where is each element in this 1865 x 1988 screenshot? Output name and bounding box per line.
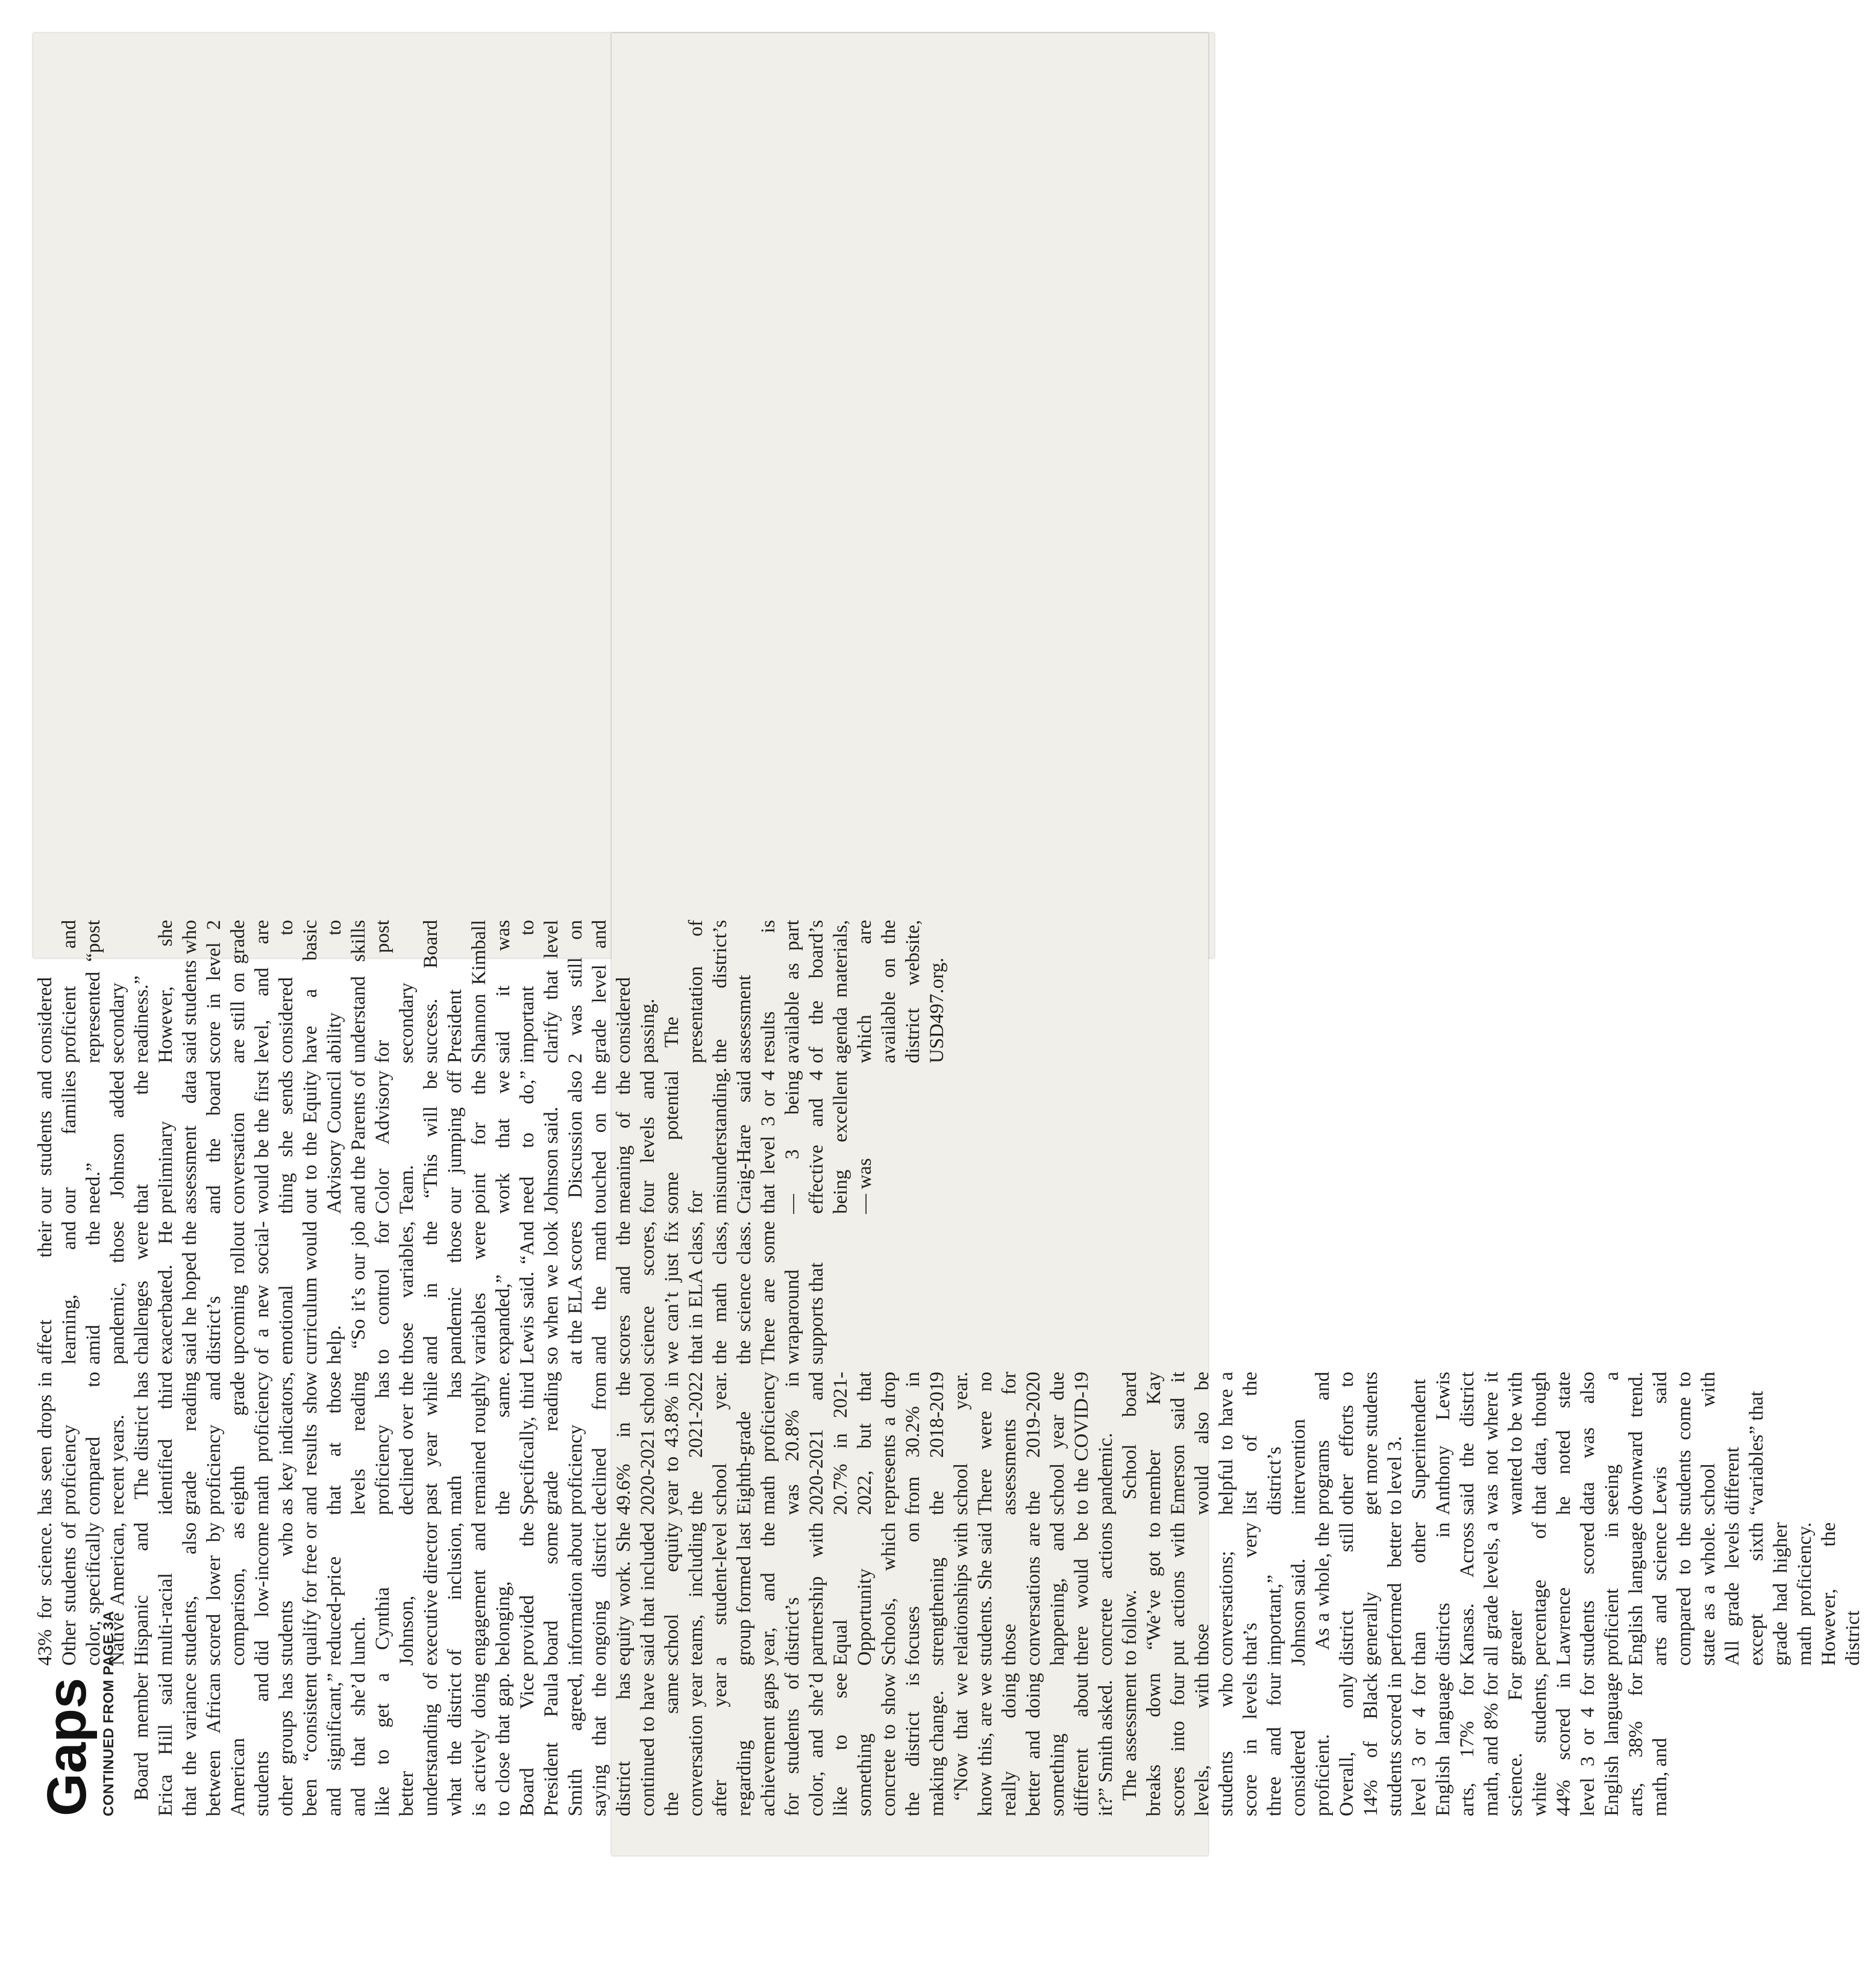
paragraph: The assessment breaks down scores into four levels, with students who score in levels three and four considered proficient. Overall, only 14% of Black students scored in level 3 or 4 for English language arts, 17% for math, and 8% for science. For white students, 44% scored in level 3 or 4 for English language arts, 38% for math, and (1119, 1673, 1671, 1816)
continued-from-label: CONTINUED FROM PAGE 3A (101, 1610, 117, 1816)
paragraph: The district has identified third grade reading proficiency and eighth grade math proficiency as key indicators, and results show that at those levels reading proficiency has declined over the past year while math has remained roughly the same. Specifically, third grade reading proficiency declined from 49.6% in the 2020-2021 school year to 43.8% in the 2021-2022 school year. Eighth-grade math proficiency was 20.8% in 2020-2021 and 20.7% in 2021-2022, but that represents a drop from 30.2% in the 2018-2019 school year. There were no assessments for the 2019-2020 school year due to the COVID-19 pandemic. (131, 1372, 1117, 1515)
paragraph: “Now that we know this, are we really doing better and doing something different about it?” Smith asked. (950, 1673, 1117, 1816)
paragraph: 43% for science. Other students of color, specifically Native American, Hispanic and multi-racial students, also scored lower by comparison, as did low-income students who qualify for free or reduced-price lunch. (34, 1522, 369, 1666)
paragraph: considered proficient and represented “post secondary readiness.” However, she said students who score in level 2 are still on grade level, and are considered to have a basic ability to understand skills for post secondary success. Board President Shannon Kimball said it was important to clarify that level 2 was still on grade level and considered passing. (34, 920, 659, 1063)
headline: Gaps (36, 1677, 98, 1816)
paragraph: “We’ve got to put actions with those conversations; that’s very important,” Johnson said. (1143, 1522, 1309, 1666)
paragraph: Discussion also touched on the meaning of the four levels and some potential for misunderstanding. Craig-Hare said that level 3 or 4 — 3 being effective and 4 being excellent — was (565, 1067, 876, 1214)
article-column-2 (33, 1522, 1864, 1666)
paragraph: Johnson added that the preliminary assessment data and the board conversation would be the first thing she sends out to the Equity Advisory Council and the Parents of Color Advisory Team. (107, 1071, 418, 1214)
paragraph: School board member Kay Emerson said it would also be helpful to have a list of the district’s intervention programs and other efforts to get more students to level 3. (1119, 1372, 1406, 1515)
paragraph: “This will be our jumping off point for the work that we need to do,” Johnson said. (420, 1071, 562, 1214)
paragraph: our students and our families need.” (34, 1071, 104, 1214)
article-column-3 (33, 1372, 1767, 1515)
rotated-newspaper-clipping (33, 33, 1864, 1858)
paragraph: “So it’s our job to control for those variables, and in the pandemic those variables were expanded,” Lewis said. “And so when we look at the ELA scores and the math scores and the science scores, we can’t just fix that in ELA class, the math class, the science class. There are some wraparound supports that (348, 1221, 827, 1364)
article-column-4 (33, 1221, 827, 1364)
article-column-6 (33, 920, 948, 1063)
paragraph: Cynthia Johnson, executive director of inclusion, engagement and belonging, provided the board some information about ongoing district equity work. She said that included school equity teams, including a student-level group formed last year, and the district’s partnership with Equal Opportunity Schools, which focuses on strengthening relationships with students. She said those conversations are happening, and there would be concrete actions to follow. (372, 1522, 1141, 1666)
article-column-5 (33, 1067, 876, 1214)
paragraph: affect their learning, and amid the pandemic, those challenges were exacerbated. He said he hoped the district’s upcoming rollout of a new social-emotional curriculum would help. (34, 1221, 345, 1364)
paragraph: has seen drops in proficiency compared to recent years. (34, 1372, 128, 1515)
paragraph: Superintendent Anthony Lewis said the district was not where it wanted to be with that data, though he noted state data was also seeing a downward trend. Lewis said students come to school with different “variables” that (1408, 1372, 1767, 1515)
paragraph: As a whole, the district still generally performed better than other districts in Kansas. Across all grade levels, a greater percentage of Lawrence students scored proficient in English language arts and science compared to the state as a whole. All grade levels except sixth grade had higher math proficiency. However, the district (1312, 1522, 1864, 1666)
paragraph: Board member Erica Hill said that the variance between African American students and other groups has been “consistent and significant,” and that she’d like to get a better understanding of what the district is actively doing to close that gap. Board Vice President Paula Smith agreed, saying that the district has continued to have the same conversation year after year regarding achievement gaps for students of color, and she’d like to see something concrete to show the district is making change. (131, 1673, 948, 1816)
paragraph: The presentation of the district’s assessment results is available as part of the board’s agenda materials, which are available on the district website, USD497.org. (661, 920, 948, 1063)
article-column-1 (130, 1673, 1671, 1816)
